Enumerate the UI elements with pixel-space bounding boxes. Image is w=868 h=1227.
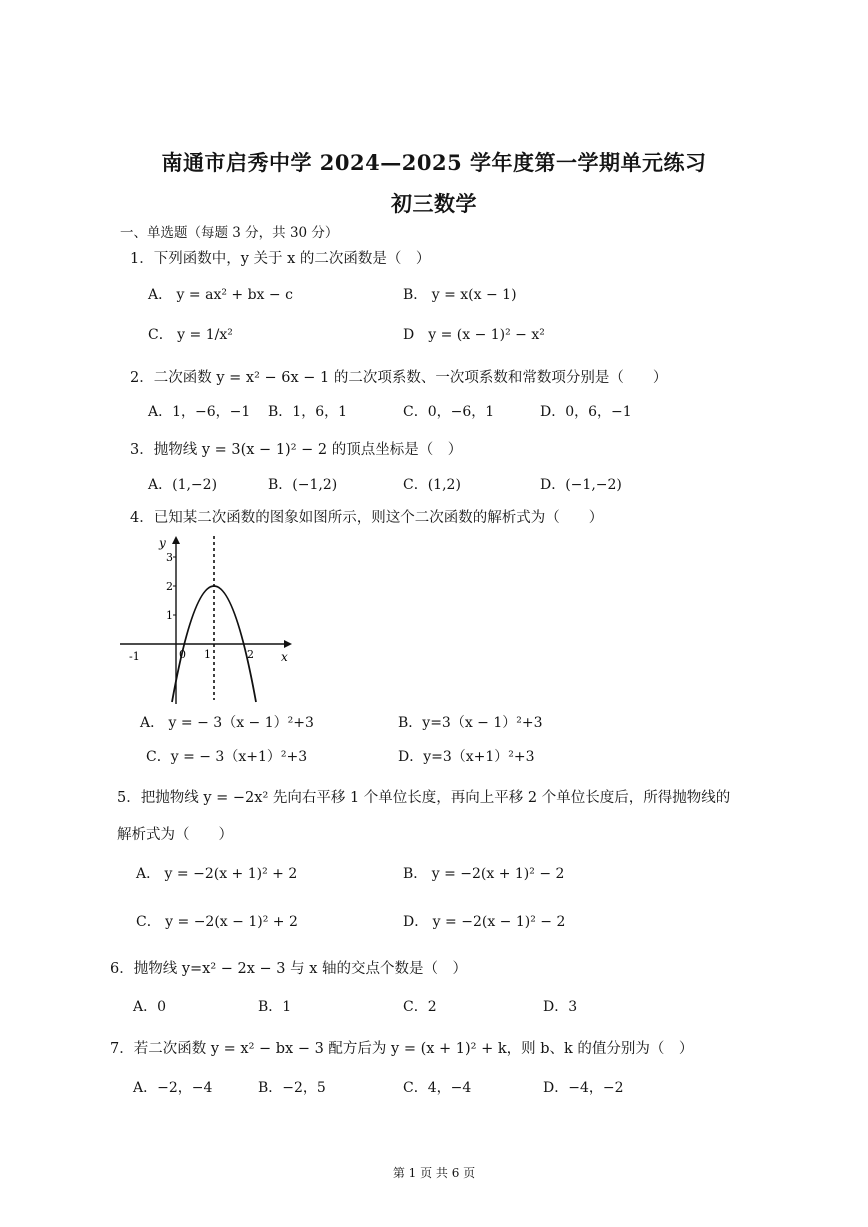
question-4-option-d[interactable]: D．y=3（x+1）²+3 xyxy=(398,749,535,765)
question-7-option-d[interactable]: D．−4，−2 xyxy=(543,1080,624,1096)
question-7-stem: 7．若二次函数 y = x² − bx − 3 配方后为 y = (x + 1)² + k，则 b、k 的值分别为（ ） xyxy=(110,1041,694,1057)
question-5-option-b[interactable]: B． y = −2(x + 1)² − 2 xyxy=(403,866,565,882)
question-6-option-b[interactable]: B．1 xyxy=(258,999,292,1015)
question-5-option-c[interactable]: C． y = −2(x − 1)² + 2 xyxy=(136,914,298,930)
question-1-stem: 1．下列函数中，y 关于 x 的二次函数是（ ） xyxy=(130,251,431,267)
question-3-stem: 3．抛物线 y = 3(x − 1)² − 2 的顶点坐标是（ ） xyxy=(130,442,463,458)
x-tick-label-neg1: -1 xyxy=(129,650,140,663)
y-axis-label: y xyxy=(159,536,166,550)
question-3-option-b[interactable]: B．(−1,2) xyxy=(268,477,338,493)
question-3-option-d[interactable]: D．(−1,−2) xyxy=(540,477,622,493)
question-6-option-c[interactable]: C．2 xyxy=(403,999,437,1015)
question-3-option-a[interactable]: A．(1,−2) xyxy=(148,477,218,493)
y-tick-label-3: 3 xyxy=(166,551,173,564)
question-2-stem: 2．二次函数 y = x² − 6x − 1 的二次项系数、一次项系数和常数项分别是（ ） xyxy=(130,370,668,386)
page-title: 南通市启秀中学 2024—2025 学年度第一学期单元练习 xyxy=(161,150,707,175)
question-7-option-b[interactable]: B．−2，5 xyxy=(258,1080,326,1096)
page-footer: 第 1 页 共 6 页 xyxy=(392,1166,476,1180)
question-4-option-b[interactable]: B．y=3（x − 1）²+3 xyxy=(398,715,543,731)
question-6-option-a[interactable]: A．0 xyxy=(133,999,167,1015)
question-7-option-a[interactable]: A．−2，−4 xyxy=(133,1080,213,1096)
question-1-option-b[interactable]: B． y = x(x − 1) xyxy=(403,287,517,303)
section-heading: 一、单选题（每题 3 分，共 30 分） xyxy=(120,225,339,241)
question-4-option-c[interactable]: C．y = − 3（x+1）²+3 xyxy=(146,749,308,765)
question-1-option-d[interactable]: D y = (x − 1)² − x² xyxy=(403,327,545,343)
page-subtitle: 初三数学 xyxy=(391,191,477,216)
question-2-option-d[interactable]: D．0，6，−1 xyxy=(540,404,632,420)
question-4-option-a[interactable]: A． y = − 3（x − 1）²+3 xyxy=(140,715,314,731)
y-tick-label-1: 1 xyxy=(166,609,173,622)
question-6-option-d[interactable]: D．3 xyxy=(543,999,578,1015)
question-5-stem: 5．把抛物线 y = −2x² 先向右平移 1 个单位长度，再向上平移 2 个单位长度后，所得抛物线的 xyxy=(117,790,731,806)
question-2-option-a[interactable]: A．1，−6，−1 xyxy=(148,404,251,420)
question-5-option-a[interactable]: A． y = −2(x + 1)² + 2 xyxy=(136,866,298,882)
question-5-stem-continued: 解析式为（ ） xyxy=(117,827,233,843)
question-7-option-c[interactable]: C．4，−4 xyxy=(403,1080,472,1096)
y-axis-arrow xyxy=(172,536,180,544)
question-1-option-c[interactable]: C． y = 1/x² xyxy=(148,327,233,343)
x-axis-arrow xyxy=(284,640,292,648)
x-tick-label-1: 1 xyxy=(204,648,211,661)
question-2-option-c[interactable]: C．0，−6，1 xyxy=(403,404,495,420)
question-5-option-d[interactable]: D． y = −2(x − 1)² − 2 xyxy=(403,914,566,930)
question-3-option-c[interactable]: C．(1,2) xyxy=(403,477,461,493)
x-tick-label-0: 0 xyxy=(179,648,186,661)
question-2-option-b[interactable]: B．1，6，1 xyxy=(268,404,348,420)
question-4-stem: 4．已知某二次函数的图象如图所示，则这个二次函数的解析式为（ ） xyxy=(130,510,604,526)
question-1-option-a[interactable]: A． y = ax² + bx − c xyxy=(148,287,293,303)
parabola-graph xyxy=(115,528,300,706)
x-tick-label-2: 2 xyxy=(247,648,254,661)
question-6-stem: 6．抛物线 y=x² − 2x − 3 与 x 轴的交点个数是（ ） xyxy=(110,961,468,977)
y-tick-label-2: 2 xyxy=(166,580,173,593)
x-axis-label: x xyxy=(281,650,288,664)
